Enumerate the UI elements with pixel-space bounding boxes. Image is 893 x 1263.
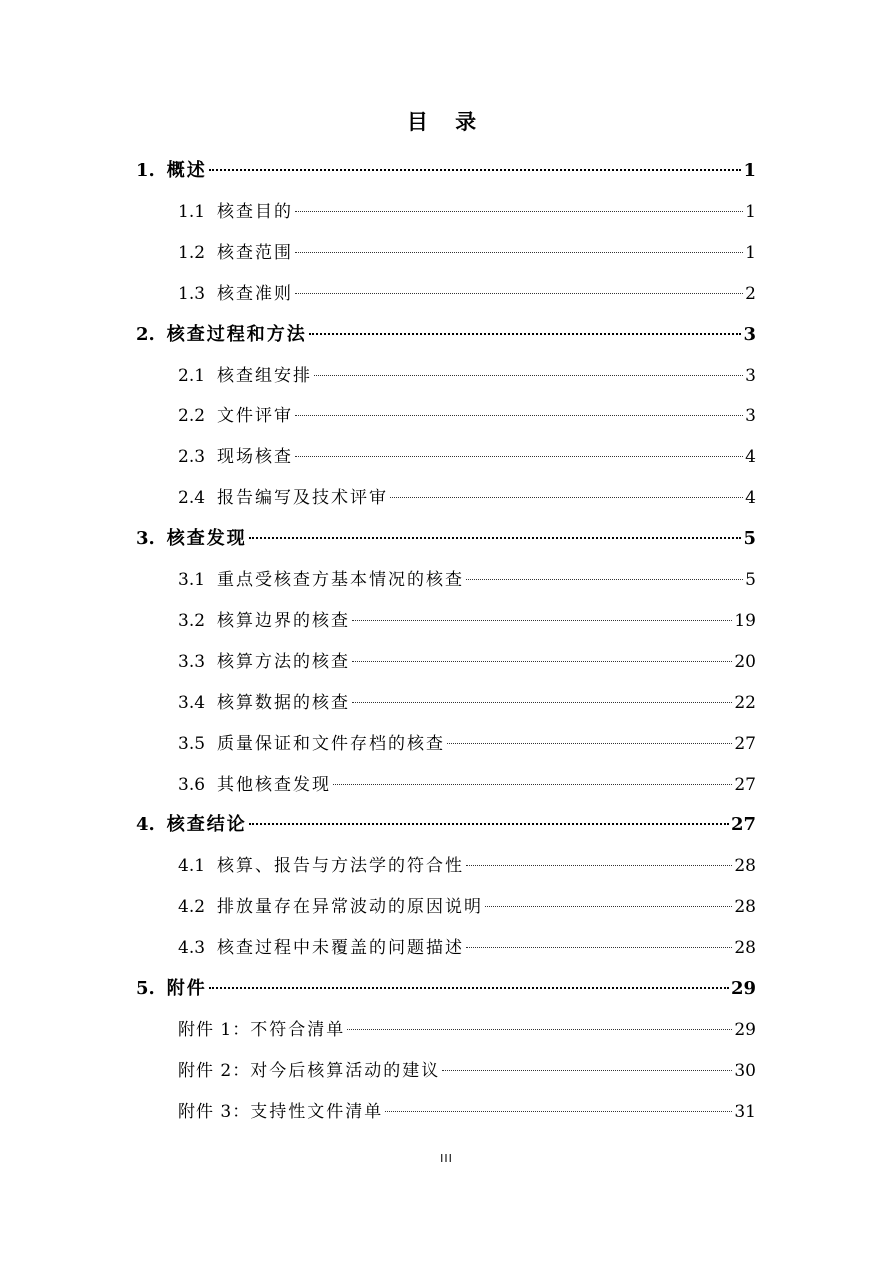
toc-section-entry[interactable]	[178, 1009, 756, 1040]
toc-entry-number: 1.2	[178, 242, 206, 263]
toc-section-entry[interactable]	[178, 232, 756, 263]
toc-entry-title: 核查过程和方法	[166, 323, 307, 345]
toc-dot-leader	[352, 682, 732, 708]
toc-page-number: 3	[745, 406, 756, 427]
toc-entry-title: 概述	[166, 160, 207, 181]
toc-entry-title: 核查目的	[217, 201, 294, 222]
toc-page-number: 3	[745, 365, 756, 386]
toc-dot-leader	[466, 559, 743, 585]
page-number-footer: III	[440, 1152, 453, 1165]
toc-section-entry[interactable]	[178, 845, 756, 877]
toc-entry-number: 5.	[136, 978, 155, 999]
toc-dot-leader	[295, 395, 743, 421]
toc-page-number: 27	[730, 814, 756, 836]
toc-dot-leader	[385, 1091, 732, 1117]
toc-entry-number: 1.3	[178, 283, 206, 304]
toc-section-entry[interactable]	[178, 600, 756, 631]
toc-dot-leader	[390, 477, 743, 503]
toc-entry-number: 3.	[136, 528, 155, 550]
toc-entry-number: 4.	[136, 814, 155, 836]
toc-entry-title: 质量保证和文件存档的核查	[217, 733, 446, 754]
toc-page-number: 28	[734, 856, 756, 877]
toc-page-number: 1	[745, 242, 756, 263]
toc-entry-number: 附件 1：	[178, 1019, 251, 1040]
toc-section-entry[interactable]	[178, 273, 756, 304]
toc-entry-number: 3.4	[178, 692, 206, 713]
toc-page-number: 31	[734, 1101, 756, 1122]
toc-entry-title: 其他核查发现	[217, 774, 332, 795]
toc-section-entry[interactable]	[178, 764, 756, 795]
toc-dot-leader	[295, 273, 743, 299]
toc-dot-leader	[352, 600, 732, 626]
toc-entry-title: 核查发现	[166, 528, 247, 550]
toc-entry-title: 核查准则	[217, 283, 294, 304]
toc-entry-number: 2.4	[178, 488, 206, 509]
toc-entry-number: 3.6	[178, 774, 206, 795]
toc-section-entry[interactable]	[178, 395, 756, 427]
toc-dot-leader	[347, 1009, 732, 1035]
toc-page-number: 2	[745, 283, 756, 304]
toc-dot-leader	[249, 804, 729, 830]
toc-entry-number: 3.1	[178, 570, 206, 590]
toc-entry-title: 核算数据的核查	[217, 692, 351, 713]
toc-page-number: 20	[734, 651, 756, 672]
toc-entry-title: 核查结论	[166, 814, 247, 836]
toc-section-entry[interactable]	[178, 191, 756, 222]
toc-section-entry[interactable]	[178, 682, 756, 713]
toc-entry-title: 核算边界的核查	[217, 610, 351, 631]
toc-dot-leader	[209, 968, 729, 994]
toc-entry-number: 3.5	[178, 733, 206, 754]
toc-entry-title: 报告编写及技术评审	[217, 488, 389, 509]
toc-entry-number: 4.2	[178, 897, 206, 918]
toc-dot-leader	[352, 641, 732, 667]
toc-dot-leader	[295, 232, 743, 258]
toc-entry-title: 核查组安排	[217, 365, 313, 386]
toc-entry-title: 附件	[166, 978, 207, 999]
toc-dot-leader	[295, 191, 743, 217]
toc-entry-title: 不符合清单	[250, 1019, 346, 1040]
toc-section-entry[interactable]	[178, 1091, 756, 1122]
toc-page-number: 4	[745, 488, 756, 509]
toc-entry-title: 文件评审	[217, 406, 294, 427]
toc-entry-number: 2.2	[178, 406, 206, 427]
toc-page-number: 28	[734, 897, 756, 918]
toc-section-entry[interactable]	[178, 436, 756, 468]
toc-entry-number: 1.1	[178, 201, 206, 222]
toc-page-number: 4	[745, 447, 756, 468]
toc-section-entry[interactable]	[178, 1050, 756, 1081]
toc-page-number: 28	[734, 938, 756, 959]
toc-section-entry[interactable]	[178, 477, 756, 509]
toc-section-entry[interactable]	[178, 559, 756, 590]
toc-dot-leader	[333, 764, 732, 790]
toc-page-number: 27	[734, 733, 756, 754]
toc-entry-number: 1.	[136, 160, 155, 181]
toc-entry-number: 2.	[136, 323, 155, 345]
toc-page-number: 30	[734, 1060, 756, 1081]
toc-entry-title: 核查范围	[217, 242, 294, 263]
toc-entry-title: 对今后核算活动的建议	[250, 1060, 441, 1081]
toc-page-number: 5	[743, 528, 756, 550]
toc-page-number: 3	[743, 323, 756, 345]
toc-dot-leader	[309, 314, 742, 340]
toc-entry-title: 核查过程中未覆盖的问题描述	[217, 938, 465, 959]
toc-entry-number: 2.3	[178, 447, 206, 468]
toc-section-entry[interactable]	[178, 927, 756, 959]
toc-dot-leader	[466, 845, 732, 871]
toc-entry-number: 4.1	[178, 856, 206, 877]
toc-entry-number: 3.3	[178, 651, 206, 672]
toc-chapter-entry[interactable]	[136, 968, 756, 999]
toc-entry-number: 2.1	[178, 365, 206, 386]
toc-dot-leader	[295, 436, 743, 462]
toc-entry-title: 核算、报告与方法学的符合性	[217, 856, 465, 877]
toc-entry-number: 附件 2：	[178, 1060, 251, 1081]
toc-dot-leader	[209, 150, 742, 176]
toc-page-number: 1	[743, 160, 756, 181]
toc-page-number: 5	[745, 570, 756, 590]
toc-chapter-entry[interactable]	[136, 804, 756, 836]
toc-dot-leader	[485, 886, 732, 912]
toc-page-number: 29	[734, 1019, 756, 1040]
toc-page-number: 1	[745, 201, 756, 222]
toc-section-entry[interactable]	[178, 355, 756, 386]
toc-dot-leader	[447, 723, 732, 749]
toc-title: 目 录	[406, 109, 487, 134]
toc-entry-title: 支持性文件清单	[250, 1101, 384, 1122]
toc-entry-number: 4.3	[178, 938, 206, 959]
toc-chapter-entry[interactable]	[136, 150, 756, 181]
toc-dot-leader	[249, 518, 742, 544]
toc-entry-number: 3.2	[178, 610, 206, 631]
toc-section-entry[interactable]	[178, 886, 756, 918]
toc-entry-title: 核算方法的核查	[217, 651, 351, 672]
toc-page-number: 27	[734, 774, 756, 795]
toc-entry-title: 重点受核查方基本情况的核查	[217, 570, 465, 590]
toc-entry-title: 现场核查	[217, 447, 294, 468]
toc-dot-leader	[314, 355, 743, 381]
toc-page-number: 22	[734, 692, 756, 713]
toc-dot-leader	[442, 1050, 732, 1076]
toc-page-number: 29	[730, 978, 756, 999]
toc-chapter-entry[interactable]	[136, 314, 756, 345]
toc-page-number: 19	[734, 610, 756, 631]
toc-dot-leader	[466, 927, 732, 953]
toc-section-entry[interactable]	[178, 723, 756, 754]
toc-section-entry[interactable]	[178, 641, 756, 672]
toc-entry-title: 排放量存在异常波动的原因说明	[217, 897, 484, 918]
toc-chapter-entry[interactable]	[136, 518, 756, 550]
toc-entry-number: 附件 3：	[178, 1101, 251, 1122]
